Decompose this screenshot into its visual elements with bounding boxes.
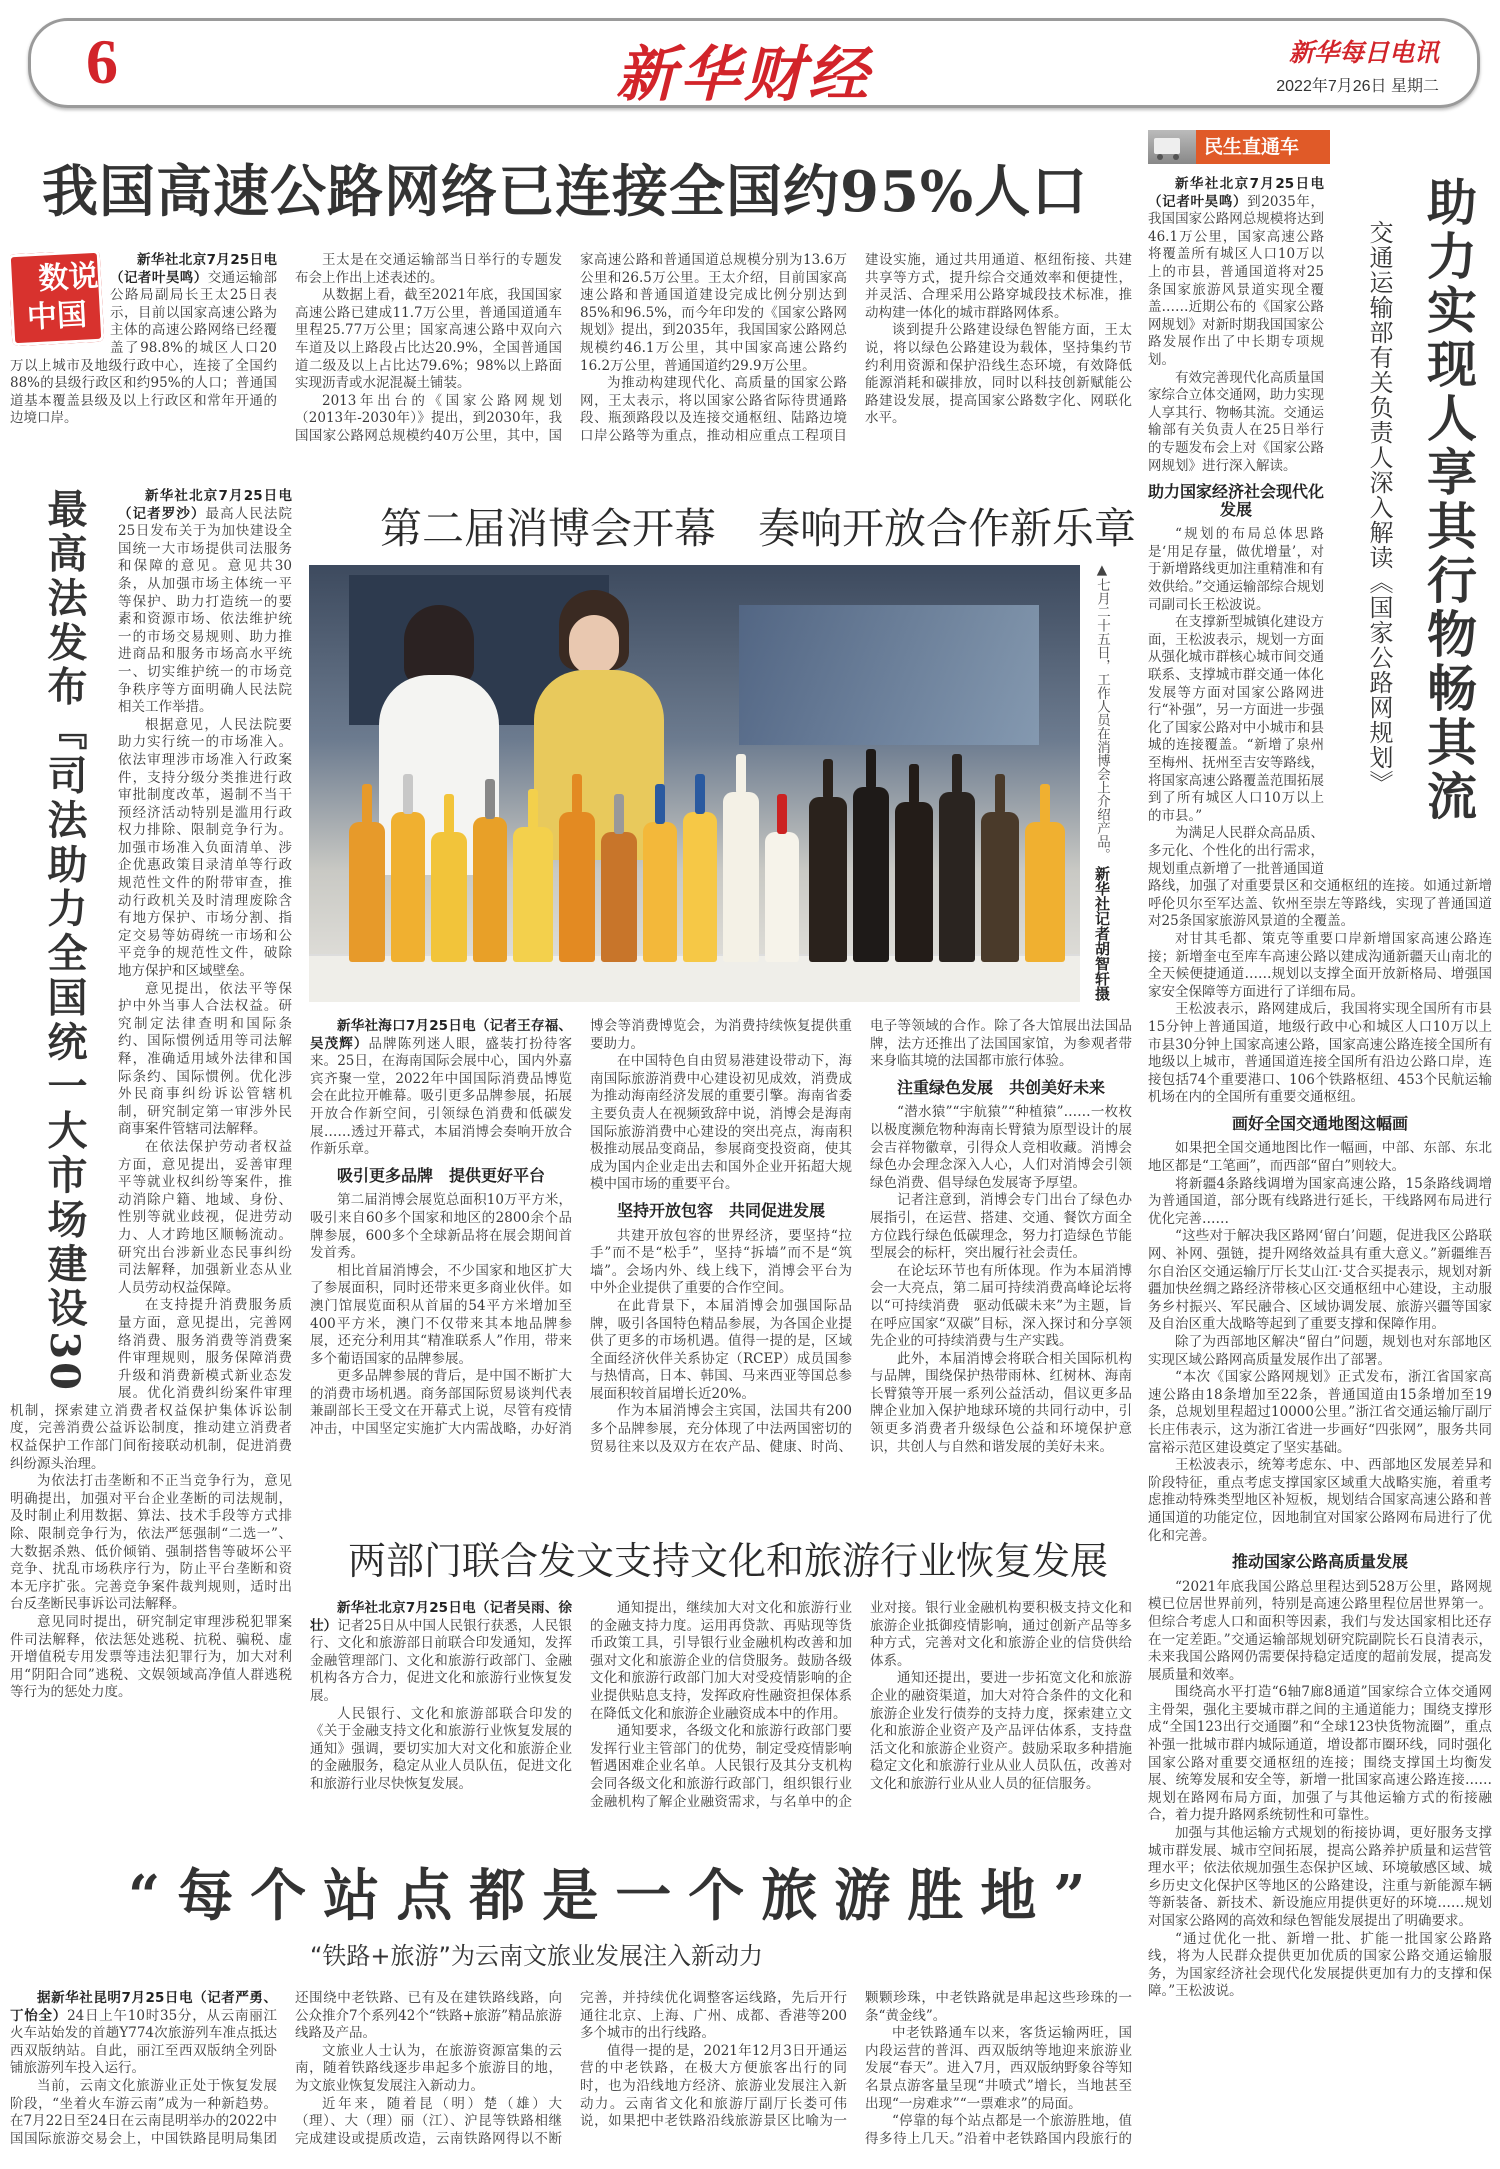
paragraph-text: 在论坛环节也有所体现。作为本届消博会一大亮点，第二届可持续消费高峰论坛将以“可持续消费 驱动低碳未来”为主题，旨在呼应国家“双碳”目标，深入探讨和分享领先企业的可持续消费与生产实践。: [870, 1262, 1132, 1350]
paragraph: [590, 1053, 852, 1194]
paragraph: [870, 1351, 1132, 1457]
dateline: 新华社北京7月25日电（记者叶昊鸣）: [1148, 176, 1324, 210]
paragraph-text: 有效完善现代化高质量国家综合立体交通网，助力实现人享其行、物畅其流。交通运输部有关负责人在25日举行的专题发布会上对《国家公路网规划》进行深入解读。: [1148, 369, 1324, 474]
paragraph-text: “本次《国家公路网规划》正式发布，浙江省国家高速公路由18条增加至22条，普通国道由15条增加至19条，总规划里程超过10000公里。”浙江省交通运输厅副厅长庄伟表示，这为浙江省进一步画好“四张网”，服务共同富裕示范区建设奠定了坚实基础。: [1148, 1369, 1492, 1456]
paragraph-text: 当前，云南文化旅游业正处于恢复发展阶段，“坐着火车游云南”成为一种新趋势。在7月22日至24日在云南昆明举办的2022中国国际旅游交易会上，中国铁路昆明局集团还围绕中老铁路、已有及在建铁路线路，向公众推介7个系列42个“铁路+旅游”精品旅游线路及产品。: [10, 1990, 562, 2147]
paragraph-text: 为满足人民群众高品质、多元化、个性化的出行需求，规划重点新增了一批普通国道路线，加强了对重要景区和交通枢纽的连接。如通过新增呼伦贝尔至军达盖、钦州至崇左等路线，实现了普通国道对25条国家旅游风景道的全覆盖。: [1148, 825, 1492, 930]
paragraph: [870, 1263, 1132, 1351]
paragraph-text: “2021年底我国公路总里程达到528万公里，路网规模已位居世界前列，特别是高速公路里程位居世界第一。但综合考虑人口和面积等因素，我们与发达国家相比还存在一定差距。”交通运输部规划研究院副院长石良清表示，未来我国公路网仍需要保持稳定适度的超前发展，提高发展质量和效率。: [1148, 1578, 1492, 1683]
paragraph-text: 记者25日从中国人民银行获悉，人民银行、文化和旅游部日前联合印发通知，发挥金融管理部门、文化和旅游行政部门、金融机构各方合力，促进文化和旅游行业恢复发展。: [310, 1617, 572, 1704]
person-hair: [404, 605, 474, 685]
paragraph-text: 对甘其毛都、策克等重要口岸新增国家高速公路连接；新增奎屯至库车高速公路以建成沟通新疆天山南北的全天候便捷通道……规划以支撑全面开放新格局、增强国家安全保障等方面进行了详细布局。: [1148, 930, 1492, 1000]
road-plan-title: 助力实现人享其行物畅其流: [1419, 176, 1478, 824]
paragraph-text: 为依法打击垄断和不正当竞争行为，意见明确提出，加强对平台企业垄断的司法规制，及时制止利用数据、算法、技术手段等方式排除、限制竞争行为，依法严惩强制“二选一”、大数据杀熟、低价倾销、强制搭售等破坏公平竞争、扰乱市场秩序行为，防止平台垄断和资本无序扩张。完善竞争案件裁判规则，适时出台反垄断民事诉讼司法解释。: [10, 1473, 292, 1613]
paragraph-text: 记者注意到，消博会专门出台了绿色办展指引，在运营、搭建、交通、餐饮方面全方位践行绿色低碳理念，努力打造绿色节能型展会的标杆，突出履行社会责任。: [870, 1192, 1132, 1262]
paragraph: [10, 1614, 292, 1702]
paragraph: [1148, 1825, 1492, 1931]
tourism-story-body: [310, 1600, 1132, 1825]
data-china-seal: 数说中国: [10, 252, 104, 346]
paragraph: [870, 1670, 1132, 1793]
top-story-headline: 我国高速公路网络已连接全国约95%人口: [42, 159, 1089, 225]
paragraph-text: 人民银行、文化和旅游部联合印发的《关于金融支持文化和旅游行业恢复发展的通知》强调，要切实加大对文化和旅游企业的金融服务，稳定从业人员队伍，促进文化和旅游行业尽快恢复发展。: [310, 1705, 572, 1792]
bottle: [513, 827, 553, 962]
paragraph: [870, 1192, 1132, 1262]
dateline: 新华社北京7月25日电（记者叶昊鸣）: [110, 252, 277, 286]
bottle: [809, 797, 847, 962]
paragraph-text: 第二届消博会展览总面积10万平方米，吸引来自60多个国家和地区的2800余个品牌参展，600多个全球新品将在展会期间首发首秀。: [310, 1192, 572, 1262]
paragraph-text: “停靠的每个站点都是一个旅游胜地，值得多待上几天。”沿着中老铁路国内段旅行的: [865, 2113, 1132, 2147]
paragraph-text: 文旅业人士认为，在旅游资源富集的云南，随着铁路线逐步串起多个旅游目的地，为文旅业恢复发展注入新动力。: [295, 2042, 562, 2094]
subheading: 画好全国交通地图这幅画: [1231, 1113, 1408, 1133]
bottle: [601, 832, 637, 962]
section-badge: [1148, 130, 1330, 164]
paragraph: [590, 1298, 852, 1404]
paragraph-text: 相比首届消博会，不少国家和地区扩大了参展面积，同时还带来更多商业伙伴。如澳门馆展览面积从首届的54平方米增加至400平方米，澳门不仅带来其本地品牌参展，还充分利用其“精准联系人”作用，带来多个葡语国家的品牌参展。: [310, 1262, 572, 1367]
paragraph-text: 在依法保护劳动者权益方面，意见提出，妥善审理平等就业权纠纷等案件，推动消除户籍、地域、身份、性别等就业歧视，促进劳动力、人才跨地区顺畅流动。研究出台涉新业态民事纠纷司法解释，加强新业态从业人员劳动权益保障。: [118, 1138, 292, 1296]
paragraph-text: 王松波表示，路网建成后，我国将实现全国所有市县15分钟上普通国道，地级行政中心和城区人口10万以上市县30分钟上国家高速公路，国家高速公路连接全国所有地级以上城市，普通国道连接全国所有沿边公路口岸，连接包括74个重要港口、106个铁路枢纽、453个民航运输机场在内的全国所有重要交通枢纽。: [1148, 1001, 1492, 1106]
bottle: [1025, 822, 1065, 962]
paragraph-text: 近年来，随着昆（明）楚（雄）大（理）、大（理）丽（江）、沪昆等铁路相继完成建设或提质改造，云南铁路网得以不断完善，并持续优化调整客运线路，先后开行通往北京、上海、广州、成都、香港等200多个城市的出行线路。: [295, 1990, 847, 2147]
page-number: 6: [86, 26, 118, 97]
paragraph-text: 到2035年，我国国家公路网总规模将达到46.1万公里，国家高速公路将覆盖所有城区人口10万以上的市县，普通国道将对25条国家旅游风景道实现全覆盖……近期公布的《国家公路网规划》对新时期我国国家公路发展作出了中长期专项规划。: [1148, 193, 1325, 368]
paragraph-text: “规划的布局总体思路是‘用足存量，做优增量’，对于新增路线更加注重精准和有效供给。”交通运输部综合规划司副司长王松波说。: [1148, 526, 1324, 613]
paragraph: [1148, 1457, 1492, 1545]
paragraph-text: 意见提出，依法平等保护中外当事人合法权益。研究制定法律查明和国际条约、国际惯例适用等司法解释，准确适用域外法律和国际条约、国际惯例。优化涉外民商事纠纷诉讼管辖机制，研究制定第一审涉外民商事案件管辖司法解释。: [118, 980, 292, 1138]
paragraph-text: 通知要求，各级文化和旅游行政部门要发挥行业主管部门的优势，制定受疫情影响暂遇困难企业名单。人民银行及其分支机构会同各级文化和旅游行政部门，组织银行业金融机构了解企业融资需求，与名单中的企业对接。银行业金融机构要积极支持文化和旅游企业抵御疫情影响，通过创新产品等多种方式，完善对文化和旅游企业的信贷供给体系。: [590, 1600, 1132, 1810]
bottle: [473, 817, 507, 962]
bottle: [391, 812, 425, 962]
railway-story-body: [10, 1990, 1132, 2165]
paragraph-text: 更多品牌参展的背后，是中国不断扩大的消费市场机遇。商务部国际贸易谈判代表兼副部长王受文在开幕式上说，尽管有疫情冲击，中国坚定实施扩大内需战略，办好消博会等消费博览会，为消费持续恢复提供重要助力。: [310, 1018, 852, 1438]
paragraph-text: 将新疆4条路线调增为国家高速公路，15条路线调增为普通国道，部分既有线路进行延长，干线路网布局进行优化完善……: [1148, 1175, 1492, 1227]
subheading: 助力国家经济社会现代化发展: [1148, 482, 1325, 519]
paragraph-text: 除了为西部地区解决“留白”问题，规划也对东部地区实现区域公路网高质量发展作出了部署。: [1148, 1334, 1492, 1368]
paragraph-text: 在中国特色自由贸易港建设带动下，海南国际旅游消费中心建设初见成效，消费成为推动海南经济发展的重要引擎。海南省委主要负责人在视频致辞中说，消博会是海南国际旅游消费中心建设的突出亮点，海南积极推动展品变商品，参展商变投资商，使其成为国内企业走出去和国外企业开拓超大规模中国市场的重要平台。: [590, 1053, 852, 1193]
paragraph-text: 意见同时提出，研究制定审理涉税犯罪案件司法解释，依法惩处逃税、抗税、骗税、虚开增值税专用发票等违法犯罪行为，加大对利用“阴阳合同”逃税、文娱领域高净值人群逃税等行为的惩处力度。: [10, 1614, 292, 1701]
paragraph-text: 24日上午10时35分，从云南丽江火车站始发的首趟Y774次旅游列车准点抵达西双版纳站。自此，丽江至西双版纳全列卧铺旅游列车投入运行。: [10, 2007, 278, 2077]
paragraph: [865, 322, 1132, 428]
bottle: [939, 792, 975, 962]
paragraph-text: 王松波表示，统筹考虑东、中、西部地区发展差异和阶段特征，重点考虑支撑国家区域重大战略实施，着重考虑推动特殊类型地区补短板，规划结合国家高速公路和普通国道的功能定位，因地制宜对国家公路网布局进行了优化和完善。: [1148, 1457, 1492, 1544]
top-story-body: [10, 252, 1132, 462]
paragraph-text: 品牌陈列迷人眼，盛装打扮待客来。25日，在海南国际会展中心，国内外嘉宾齐聚一堂，2022年中国国际消费品博览会在此拉开帷幕。吸引更多品牌参展，拓展开放合作新空间，引领绿色消费和低碳发展……透过开幕式，本届消博会奏响开放合作新乐章。: [310, 1035, 573, 1158]
paragraph: [10, 1990, 277, 2078]
paragraph: [1148, 1931, 1492, 2001]
paragraph-text: 根据意见，人民法院要助力实行统一的市场准入。依法审理涉市场准入行政案件，支持分级分类推进行政审批制度改革，遏制不当干预经济活动特别是滥用行政权力排除、限制竞争行为。加强市场准入负面清单、涉企优惠政策目录清单等行政规范性文件的附带审查，推动行政机关及时清理废除含有地方保护、市场分割、指定交易等妨碍统一市场和公平竞争的规范性文件，破除地方保护和区域壁垒。: [118, 716, 292, 980]
paragraph-text: 如果把全国交通地图比作一幅画，中部、东部、东北地区都是“工笔画”，而西部“留白”则较大。: [1148, 1140, 1492, 1175]
paragraph-text: 加强与其他运输方式规划的衔接协调，更好服务支撑城市群发展、城市空间拓展，提高公路养护质量和运营管理水平；依法依规加强生态保护区域、环境敏感区域、城乡历史文化保护区等地区的公路建设，注重与新能源车辆等新装备、新技术、新设施应用提供更好的环境……规划对国家公路网的高效和绿色智能发展提出了明确要求。: [1148, 1825, 1492, 1929]
paragraph-text: “这些对于解决我区路网‘留白’问题，促进我区公路联网、补网、强链，提升网络效益具有重大意义。”新疆维吾尔自治区交通运输厅厅长艾山江·艾合买提表示，规划对新疆加快丝绸之路经济带核心区交通枢纽中心建设，主动服务乡村振兴、军民融合、区域协调发展、旅游兴疆等国家及自治区重大战略等起到了重要支撑和保障作用。: [1148, 1228, 1492, 1333]
paper-name: 新华每日电讯: [1288, 38, 1439, 67]
expo-story-headline: 第二届消博会开幕 奏响开放合作新乐章: [380, 504, 1137, 553]
court-story-title: 最高法发布『司法助力全国统一大市场建设30: [41, 488, 88, 1393]
paragraph-text: 在支撑新型城镇化建设方面，王松波表示，规划一方面从强化城市群核心城市间交通联系、支撑城市群交通一体化发展等方面对国家公路网进行“补强”，另一方面进一步强化了国家公路对中小城市和县城的连接覆盖。“新增了泉州至梅州、抚州至吉安等路线，将国家高速公路覆盖范围拓展到了所有城区人口10万以上的市县。”: [1148, 614, 1324, 824]
paragraph-text: 2013年出台的《国家公路网规划（2013年-2030年）》提出，到2030年，我国国家公路网总规模约40万公里，其中，国家高速公路和普通国道总规模分别为13.6万公里和26.5万公里。王太介绍，目前国家高速公路和普通国道建设完成比例分别达到85%和96.5%，而今年印发的《国家公路网规划》提出，到2035年，我国国家公路网总规模约46.1万公里，其中国家高速公路约16.2万公里，普通国道约29.9万公里。: [295, 252, 847, 444]
paragraph: [1148, 1369, 1492, 1457]
paragraph-text: 中老铁路通车以来，客货运输两旺，国内段运营的普洱、西双版纳等地迎来旅游业发展“春天”。进入7月，西双版纳野象谷等知名景点游客量呈现“井喷式”增长，当地甚至出现“一房难求”“一票难求”的局面。: [865, 2025, 1132, 2112]
railway-story-subtitle: “铁路+旅游”为云南文旅业发展注入新动力: [310, 1942, 763, 1970]
paragraph-text: 围绕高水平打造“6轴7廊8通道”国家综合立体交通网主骨架，强化主要城市群之间的主通道能力；围绕支撑形成“全国123出行交通圈”和“全球123快货物流圈”，重点补强一批城市群内城际通道，增设都市圈环线，同时强化国家公路对重要交通枢纽的连接；围绕支撑国土均衡发展、统筹发展和安全等，新增一批国家高速公路连接……规划在路网布局方面，加强了与其他运输方式的衔接融合，着力提升路网系统韧性和可靠性。: [1148, 1684, 1492, 1824]
paragraph-text: 为推动构建现代化、高质量的国家公路网，王太表示，将以国家公路省际待贯通路段、瓶颈路段以及连接交通枢纽、陆路边境口岸公路等为重点，推动相应重点工程项目建设实施，通过共用通道、枢纽衔接、共建共享等方式，提升综合交通效率和便捷性，并灵活、合理采用公路穿城段技术标准，推动构建一体化的城市群路网体系。: [580, 252, 1132, 444]
bottle: [559, 812, 595, 962]
booth-screen: [739, 605, 1039, 745]
paragraph: [1148, 1334, 1492, 1369]
masthead: [28, 18, 1480, 108]
court-story: [10, 488, 292, 1824]
paragraph: [310, 1600, 572, 1706]
paragraph-text: 王太是在交通运输部当日举行的专题发布会上作出上述表述的。: [295, 252, 562, 286]
paragraph: [1148, 1140, 1492, 1175]
section-logo: 新华财经: [616, 40, 872, 110]
paragraph: [310, 1018, 572, 1159]
paragraph: [10, 1473, 292, 1614]
bottle: [723, 792, 759, 962]
paragraph-text: “通过优化一批、新增一批、扩能一批国家公路路线，将为人民群众提供更加优质的国家公路交通运输服务，为国家经济社会现代化发展提供更加有力的支撑和保障。”王松波说。: [1148, 1930, 1492, 2000]
road-plan-titles: [1324, 176, 1492, 876]
paragraph: [590, 1600, 852, 1723]
bottle: [643, 822, 677, 962]
issue-date: 2022年7月26日 星期二: [1276, 78, 1439, 95]
subheading: 坚持开放包容 共同促进发展: [616, 1200, 825, 1220]
paragraph: [10, 252, 277, 428]
badge-label: 民生直通车: [1196, 130, 1330, 164]
paragraph: [310, 1263, 572, 1369]
paragraph: [1148, 931, 1492, 1001]
dateline: 据新华社昆明7月25日电（记者严勇、丁怡全）: [10, 1990, 277, 2024]
paragraph: [310, 1706, 572, 1794]
paragraph: [1148, 1684, 1492, 1825]
bottle: [895, 802, 933, 962]
tourism-story-headline: 两部门联合发文支持文化和旅游行业恢复发展: [348, 1539, 1109, 1583]
dateline: 新华社北京7月25日电（记者罗沙）: [118, 488, 292, 522]
paragraph: [295, 2043, 562, 2096]
paragraph-text: 通知还提出，要进一步拓宽文化和旅游企业的融资渠道，加大对符合条件的文化和旅游企业发行债券的支持力度，探索建立文化和旅游企业资产及产品评估体系，支持盘活文化和旅游企业资产。鼓励采取多种措施稳定文化和旅游行业从业人员队伍，改善对文化和旅游行业从业人员的征信服务。: [870, 1670, 1132, 1792]
subheading: 推动国家公路高质量发展: [1231, 1552, 1408, 1572]
person-face: [569, 615, 619, 675]
paragraph: [590, 1228, 852, 1298]
dateline: 新华社海口7月25日电（记者王存福、吴茂辉）: [310, 1018, 572, 1052]
paragraph: [1148, 1228, 1492, 1334]
photo-caption-text: ▲七月二十五日，工作人员在消博会上介绍产品。: [1094, 562, 1110, 862]
paragraph: [1148, 1579, 1492, 1685]
paragraph-text: 最高人民法院25日发布关于为加快建设全国统一大市场提供司法服务和保障的意见。意见共30条，从加强市场主体统一平等保护、助力打造统一的要素和资源市场、依法维护统一的市场交易规则、助力推进商品和服务市场高水平统一、切实维护统一的市场竞争秩序等方面明确人民法院相关工作举措。: [118, 505, 292, 716]
paragraph: [310, 1192, 572, 1262]
railway-story-headline: “每个站点都是一个旅游胜地”: [128, 1863, 1103, 1929]
paragraph-text: 值得一提的是，2021年12月3日开通运营的中老铁路，在极大方便旅客出行的同时，也为沿线地方经济、旅游业发展注入新动力。云南省文化和旅游厅副厅长娄可伟说，如果把中老铁路沿线旅游景区比喻为一颗颗珍珠，中老铁路就是串起这些珍珠的一条“黄金线”。: [580, 1990, 1132, 2130]
paragraph: [295, 252, 562, 287]
paragraph: [1148, 1176, 1492, 1229]
paragraph-text: “潜水猿”“宇航猿”“种植猿”……一枚枚以极度濒危物种海南长臂猿为原型设计的展会吉祥物徽章，引得众人竞相收藏。消博会绿色办会理念深入人心，人们对消博会引领绿色消费、倡导绿色发展寄予厚望。: [870, 1104, 1132, 1191]
paragraph: [865, 2025, 1132, 2113]
paragraph: [870, 1104, 1132, 1192]
paragraph-text: 共建开放包容的世界经济，要坚持“拉手”而不是“松手”，坚持“拆墙”而不是“筑墙”。会场内外、线上线下，消博会平台为中外企业提供了重要的合作空间。: [590, 1227, 852, 1297]
paragraph-text: 从数据上看，截至2021年底，我国国家高速公路已建成11.7万公里，普通国道通车里程25.77万公里；国家高速公路中双向六车道及以上路段占比达20.9%，全国普通国道二级及以上占比达79.6%；98%以上路面实现沥青或水泥混凝土铺装。: [295, 287, 562, 392]
paragraph-text: 通知提出，继续加大对文化和旅游行业的金融支持力度。运用再贷款、再贴现等货币政策工具，引导银行业金融机构改善和加强对文化和旅游企业的信贷服务。鼓励各级文化和旅游行政部门加大对受疫情影响的企业提供贴息支持，发挥政府性融资担保体系在降低文化和旅游企业融资成本中的作用。: [590, 1600, 852, 1722]
road-plan-subtitle: 交通运输部有关负责人深入解读《国家公路网规划》: [1365, 220, 1393, 795]
paragraph-text: 此外，本届消博会将联合相关国际机构与品牌，围绕保护热带雨林、红树林、海南长臂猿等开展一系列公益活动，倡议更多品牌企业加入保护地球环境的共同行动中，引领更多消费者升级绿色公益和环境保护意识，共创人与自然和谐发展的美好未来。: [870, 1350, 1132, 1455]
paragraph-text: 作为本届消博会主宾国，法国共有200多个品牌参展，充分体现了中法两国密切的贸易往来以及双方在农产品、健康、时尚、电子等领域的合作。除了各大馆展出法国品牌，法方还推出了法国国家馆，为参观者带来身临其境的法国都市旅行体验。: [590, 1018, 1132, 1455]
expo-story-body: [310, 1018, 1132, 1492]
paragraph-text: 交通运输部公路局副局长王太25日表示，目前以国家高速公路为主体的高速公路网络已经覆盖了98.8%的城区人口20万以上城市及地级行政中心，连接了全国约88%的县级行政区和约95%的人口；普通国道基本覆盖县级及以上行政区和常年开通的边境口岸。: [10, 269, 278, 427]
paragraph-text: 谈到提升公路建设绿色智能方面，王太说，将以绿色公路建设为载体，坚持集约节约利用资源和保护沿线生态环境，有效降低能源消耗和碳排放，同时以科技创新赋能公路建设发展，提高国家公路数字化、网联化水平。: [865, 322, 1132, 427]
paragraph: [295, 287, 562, 393]
truck-icon: [1148, 130, 1196, 164]
road-plan-story: [1148, 176, 1492, 2166]
bottle: [981, 812, 1019, 962]
subheading: 注重绿色发展 共创美好未来: [896, 1077, 1105, 1097]
bottle: [765, 832, 799, 962]
bottle: [683, 812, 717, 962]
subheading: 吸引更多品牌 提供更好平台: [336, 1165, 545, 1185]
photo-caption: [1086, 562, 1116, 1001]
paragraph-text: 在支持提升消费服务质量方面，意见提出，完善网络消费、服务消费等消费案件审理规则，服务保障消费升级和消费新模式新业态发展。优化消费纠纷案件审理机制，探索建立消费者权益保护集体诉讼制度，完善消费公益诉讼制度，推动建立消费者权益保护工作部门间衔接联动机制，促进消费纠纷源头治理。: [10, 1297, 292, 1472]
paragraph: [1148, 1001, 1492, 1107]
paragraph-text: 在此背景下，本届消博会加强国际品牌，吸引各国特色精品参展，为各国企业提供了更多的市场机遇。值得一提的是，区域全面经济伙伴关系协定（RCEP）成员国参与热情高，日本、韩国、马来西亚等国总参展面积较首届增长近20%。: [590, 1297, 852, 1402]
bottle: [853, 787, 889, 962]
bottle: [431, 832, 467, 962]
bottle: [349, 822, 385, 962]
dateline: 新华社北京7月25日电（记者吴雨、徐壮）: [310, 1600, 572, 1634]
photo-credit: 新华社记者胡智轩摄: [1093, 865, 1111, 1001]
expo-photo: [309, 565, 1080, 1002]
